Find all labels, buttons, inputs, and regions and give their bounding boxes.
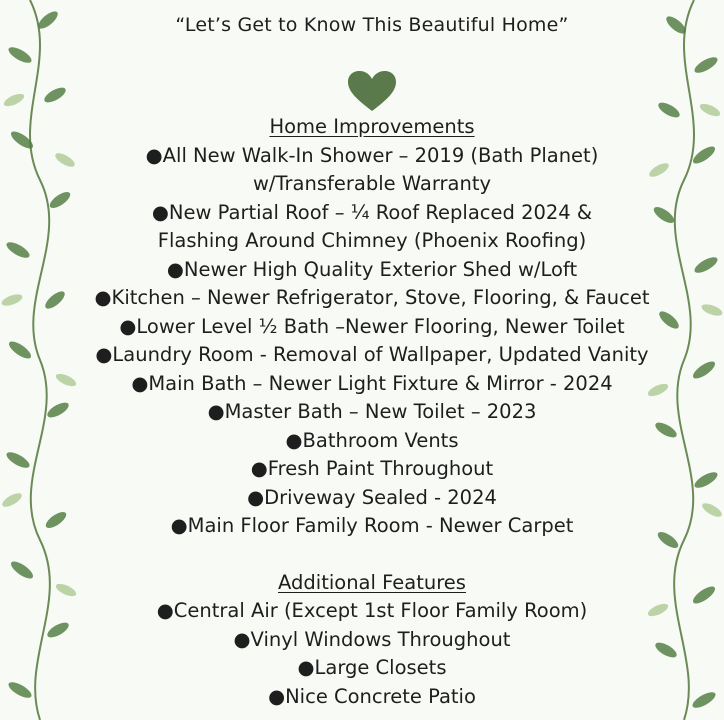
list-item: Flashing Around Chimney (Phoenix Roofing) — [157, 229, 587, 252]
heart-icon — [346, 69, 398, 113]
list-item: ●Master Bath – New Toilet – 2023 — [207, 400, 537, 423]
flyer-content — [90, 0, 654, 711]
list-item: ●All New Walk-In Shower – 2019 (Bath Planet) — [145, 143, 599, 167]
vine-stem — [674, 0, 694, 720]
list-item: ●Bathroom Vents — [285, 428, 459, 452]
list-item: ●Newer High Quality Exterior Shed w/Loft — [166, 257, 578, 281]
list-item: ●Central Air (Except 1st Floor Family Room) — [156, 599, 588, 622]
list-item: ●Main Bath – Newer Light Fixture & Mirror - 2024 — [131, 371, 613, 395]
list-item: ●Laundry Room - Removal of Wallpaper, Updated Vanity — [95, 343, 649, 366]
flyer-quote: “Let’s Get to Know This Beautiful Home” — [175, 14, 569, 36]
list-item: w/Transferable Warranty — [252, 172, 492, 195]
list-item: ●Vinyl Windows Throughout — [233, 627, 511, 651]
list-item: ●Nice Concrete Patio — [268, 684, 476, 708]
list-item: ●Kitchen – Newer Refrigerator, Stove, Flooring, & Faucet — [94, 286, 650, 309]
list-item: ●New Partial Roof – ¼ Roof Replaced 2024 & — [151, 200, 593, 224]
home-improvements-title: Home Improvements — [269, 115, 475, 138]
list-item: ●Main Floor Family Room - Newer Carpet — [170, 514, 574, 537]
list-item: ●Large Closets — [297, 656, 447, 679]
vine-stem — [30, 0, 50, 720]
additional-features-title: Additional Features — [278, 570, 466, 594]
list-item: ●Lower Level ½ Bath –Newer Flooring, Newer Toilet — [119, 314, 625, 338]
left-vine-decoration — [0, 0, 90, 720]
list-item: ●Driveway Sealed - 2024 — [247, 485, 497, 509]
list-item: ●Fresh Paint Throughout — [250, 457, 494, 480]
